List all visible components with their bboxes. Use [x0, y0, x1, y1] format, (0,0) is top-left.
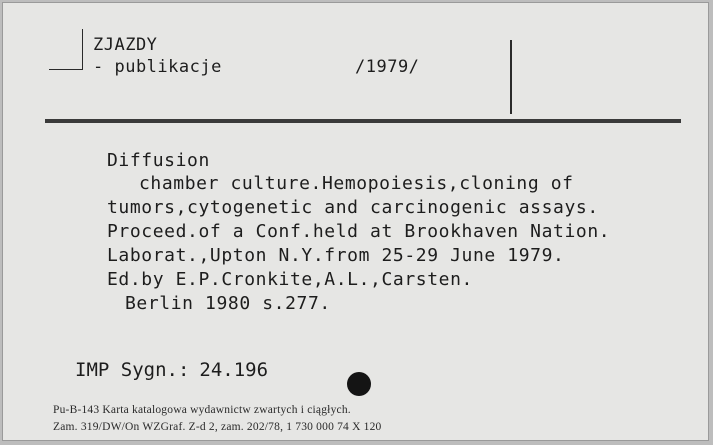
header-rule — [45, 119, 681, 123]
entry-line-2: chamber culture.Hemopoiesis,cloning of — [139, 173, 574, 194]
subcategory-heading: - publikacje — [93, 57, 222, 77]
call-number-label: IMP Sygn.: — [75, 359, 190, 381]
header-divider-vertical — [510, 40, 512, 114]
entry-line-4: Proceed.of a Conf.held at Brookhaven Nation. — [107, 221, 611, 242]
call-number — [75, 359, 278, 381]
corner-mark-vertical — [82, 29, 83, 69]
year-label: /1979/ — [355, 57, 420, 77]
punch-hole — [347, 372, 371, 396]
entry-line-5: Laborat.,Upton N.Y.from 25-29 June 1979. — [107, 245, 565, 266]
catalog-card — [2, 2, 709, 441]
card-form-info: Pu-B-143 Karta katalogowa wydawnictw zwartych i ciągłych. — [53, 404, 351, 416]
call-number-value: 24.196 — [199, 359, 269, 381]
category-heading: ZJAZDY — [93, 35, 158, 55]
entry-line-7: Berlin 1980 s.277. — [125, 293, 331, 314]
card-print-info: Zam. 319/DW/On WZGraf. Z-d 2, zam. 202/78, 1 730 000 74 X 120 — [53, 421, 382, 433]
entry-line-1: Diffusion — [107, 150, 210, 171]
entry-line-3: tumors,cytogenetic and carcinogenic assays. — [107, 197, 599, 218]
corner-mark-horizontal — [49, 69, 83, 70]
entry-line-6: Ed.by E.P.Cronkite,A.L.,Carsten. — [107, 269, 473, 290]
